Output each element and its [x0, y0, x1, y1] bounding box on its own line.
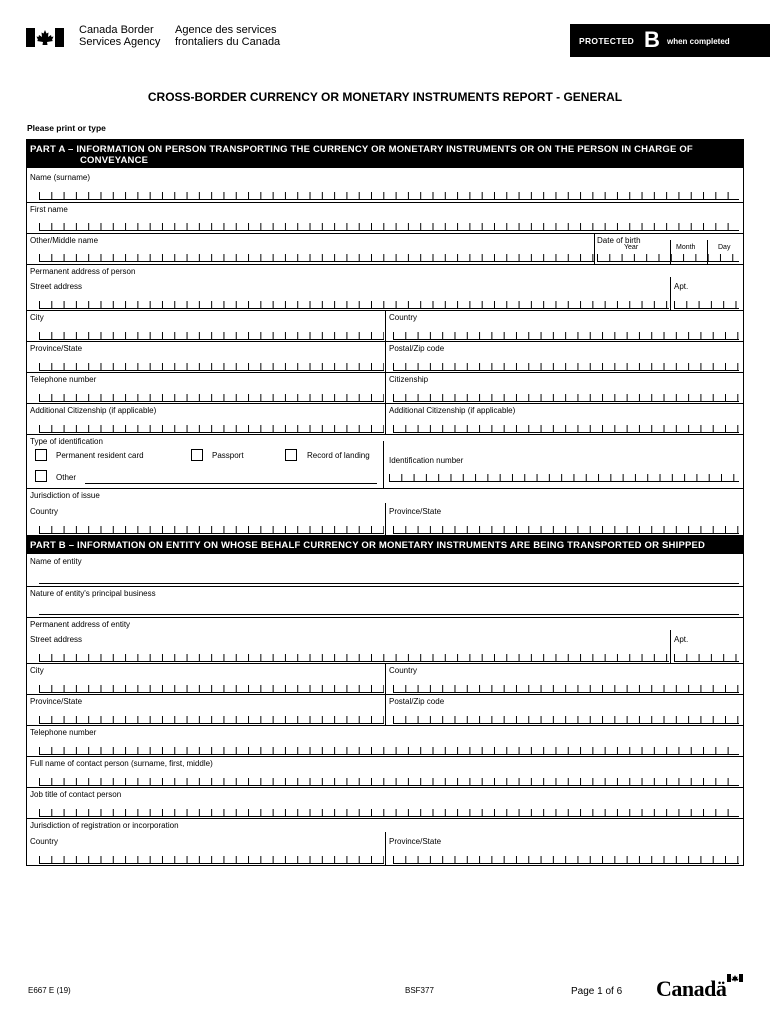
id-number-label: Identification number [389, 456, 464, 465]
wordmark-flag-icon [727, 974, 743, 982]
telephone-field[interactable] [39, 394, 384, 402]
first-name-label: First name [30, 205, 68, 214]
entity-postal-field[interactable] [393, 716, 739, 724]
registration-country-label: Country [30, 837, 59, 846]
type-of-id-label: Type of identification [30, 437, 103, 446]
street-address-field[interactable] [39, 301, 669, 309]
name-surname-field[interactable] [39, 192, 739, 200]
protected-b-badge [570, 24, 770, 57]
entity-apt-label: Apt. [674, 635, 689, 644]
additional-citizenship-1-field[interactable] [39, 425, 384, 433]
part-a-heading-line2: CONVEYANCE [80, 155, 149, 166]
entity-apt-field[interactable] [674, 654, 739, 662]
jurisdiction-province-label: Province/State [389, 507, 442, 516]
divider [27, 233, 743, 234]
city-field[interactable] [39, 332, 384, 340]
date-of-birth-field[interactable] [597, 254, 739, 262]
agency-header [26, 24, 746, 52]
divider [27, 818, 743, 819]
form-code: E667 E (19) [28, 986, 71, 995]
part-b-heading-text: PART B – INFORMATION ON ENTITY ON WHOSE BEHALF CURRENCY OR MONETARY INSTRUMENTS ARE BEING TRANSPORTED OR SHIPPED [30, 540, 706, 551]
canada-flag-icon [26, 28, 64, 47]
agency-fr-line1: Agence des services [175, 24, 277, 36]
jurisdiction-province-field[interactable] [393, 526, 739, 534]
id-number-field[interactable] [389, 474, 739, 482]
other-id-label: Other [56, 473, 77, 482]
agency-name-english [79, 24, 160, 48]
passport-checkbox[interactable] [191, 449, 203, 461]
registration-jurisdiction-label: Jurisdiction of registration or incorporation [30, 821, 179, 830]
apt-label: Apt. [674, 282, 689, 291]
divider [27, 725, 743, 726]
protected-letter: B [644, 27, 660, 52]
when-completed-label: when completed [667, 37, 730, 46]
part-a-heading [27, 140, 743, 168]
telephone-label: Telephone number [30, 375, 97, 384]
country-field[interactable] [393, 332, 739, 340]
part-a-heading-line1: PART A – INFORMATION ON PERSON TRANSPORTING THE CURRENCY OR MONETARY INSTRUMENTS OR ON THE PERSON IN CHARGE OF [30, 144, 693, 155]
entity-postal-label: Postal/Zip code [389, 697, 445, 706]
city-label: City [30, 313, 44, 322]
apt-field[interactable] [674, 301, 739, 309]
first-name-field[interactable] [39, 223, 739, 231]
divider [385, 341, 386, 372]
entity-province-field[interactable] [39, 716, 384, 724]
jurisdiction-issue-label: Jurisdiction of issue [30, 491, 100, 500]
divider [383, 441, 384, 488]
entity-country-label: Country [389, 666, 418, 675]
divider [385, 694, 386, 725]
postal-code-label: Postal/Zip code [389, 344, 445, 353]
pr-card-checkbox[interactable] [35, 449, 47, 461]
divider [670, 630, 671, 663]
street-address-label: Street address [30, 282, 83, 291]
principal-business-field[interactable] [39, 607, 739, 615]
divider [27, 586, 743, 587]
dob-month-label: Month [676, 244, 696, 251]
divider [27, 787, 743, 788]
dob-day-label: Day [718, 244, 731, 251]
report-form [26, 139, 744, 866]
canada-wordmark [656, 976, 726, 1002]
additional-citizenship-2-field[interactable] [393, 425, 739, 433]
registration-province-field[interactable] [393, 856, 739, 864]
province-field[interactable] [39, 363, 384, 371]
divider [27, 488, 743, 489]
permanent-address-label: Permanent address of person [30, 267, 136, 276]
bsf-number: BSF377 [405, 986, 434, 995]
divider [27, 202, 743, 203]
other-id-field[interactable] [85, 483, 377, 484]
divider [385, 403, 386, 434]
protected-label: PROTECTED [579, 36, 635, 46]
divider [385, 372, 386, 403]
entity-name-label: Name of entity [30, 557, 82, 566]
entity-city-label: City [30, 666, 44, 675]
divider [27, 756, 743, 757]
postal-code-field[interactable] [393, 363, 739, 371]
entity-telephone-field[interactable] [39, 747, 739, 755]
entity-province-label: Province/State [30, 697, 83, 706]
contact-name-field[interactable] [39, 778, 739, 786]
jurisdiction-country-label: Country [30, 507, 59, 516]
part-b-heading [27, 535, 743, 554]
divider [385, 832, 386, 865]
agency-name-french [175, 24, 280, 48]
jurisdiction-country-field[interactable] [39, 526, 384, 534]
principal-business-label: Nature of entity's principal business [30, 589, 156, 598]
divider [27, 264, 743, 265]
divider [385, 503, 386, 535]
country-label: Country [389, 313, 418, 322]
entity-country-field[interactable] [393, 685, 739, 693]
print-note: Please print or type [27, 123, 106, 133]
entity-telephone-label: Telephone number [30, 728, 97, 737]
entity-address-label: Permanent address of entity [30, 620, 131, 629]
entity-street-label: Street address [30, 635, 83, 644]
agency-en-line1: Canada Border [79, 24, 154, 36]
form-title: CROSS-BORDER CURRENCY OR MONETARY INSTRUMENTS REPORT - GENERAL [147, 90, 623, 104]
province-label: Province/State [30, 344, 83, 353]
pr-card-label: Permanent resident card [56, 451, 144, 460]
passport-label: Passport [212, 451, 244, 460]
citizenship-label: Citizenship [389, 375, 429, 384]
additional-citizenship-2-label: Additional Citizenship (if applicable) [389, 406, 516, 415]
dob-year-label: Year [624, 244, 639, 251]
divider [27, 434, 743, 435]
agency-fr-line2: frontaliers du Canada [175, 36, 281, 48]
name-surname-label: Name (surname) [30, 173, 91, 182]
divider [670, 277, 671, 310]
record-of-landing-checkbox[interactable] [285, 449, 297, 461]
record-of-landing-label: Record of landing [307, 451, 370, 460]
job-title-field[interactable] [39, 809, 739, 817]
agency-en-line2: Services Agency [79, 36, 161, 48]
other-middle-name-label: Other/Middle name [30, 236, 99, 245]
registration-country-field[interactable] [39, 856, 384, 864]
date-of-birth-label: Date of birth [597, 236, 641, 245]
contact-name-label: Full name of contact person (surname, first, middle) [30, 759, 213, 768]
entity-street-field[interactable] [39, 654, 669, 662]
additional-citizenship-1-label: Additional Citizenship (if applicable) [30, 406, 157, 415]
divider [385, 663, 386, 694]
entity-city-field[interactable] [39, 685, 384, 693]
other-id-checkbox[interactable] [35, 470, 47, 482]
citizenship-field[interactable] [393, 394, 739, 402]
wordmark-text: Canadä [656, 976, 727, 1001]
page-number: Page 1 of 6 [571, 986, 623, 997]
divider [385, 310, 386, 341]
job-title-label: Job title of contact person [30, 790, 122, 799]
registration-province-label: Province/State [389, 837, 442, 846]
divider [594, 233, 595, 264]
other-middle-name-field[interactable] [39, 254, 594, 262]
entity-name-field[interactable] [39, 576, 739, 584]
divider [27, 617, 743, 618]
